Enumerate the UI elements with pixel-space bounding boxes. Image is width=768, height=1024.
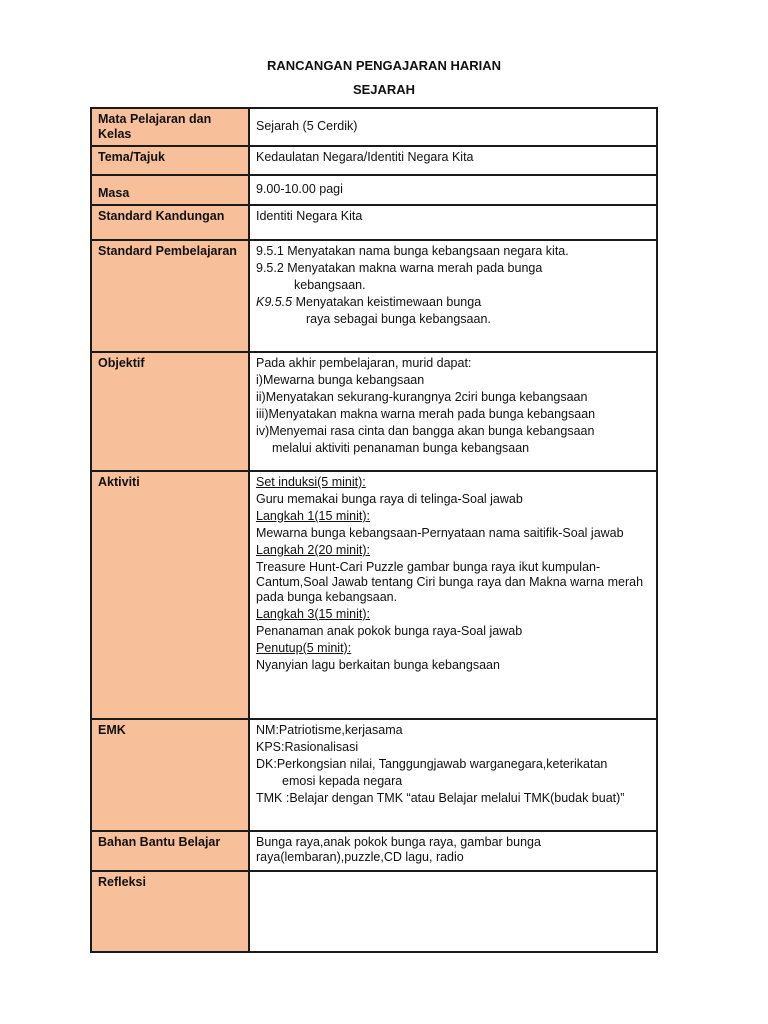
aktiviti-heading: Langkah 1(15 minit): xyxy=(256,509,370,523)
objektif-item: ii)Menyatakan sekurang-kurangnya 2ciri bunga kebangsaan xyxy=(256,390,588,404)
label-bahan: Bahan Bantu Belajar xyxy=(91,831,249,871)
emk-tmk: TMK :Belajar dengan TMK “atau Belajar melalui TMK(budak buat)” xyxy=(256,791,625,805)
label-tema: Tema/Tajuk xyxy=(91,146,249,175)
objektif-item: iii)Menyatakan makna warna merah pada bunga kebangsaan xyxy=(256,407,596,421)
row-tema xyxy=(91,146,657,175)
sp-line-2: 9.5.2 Menyatakan makna warna merah pada bunga xyxy=(256,261,543,275)
emk-dk: DK:Perkongsian nilai, Tanggungjawab warganegara,keterikatan xyxy=(256,757,608,771)
row-aktiviti xyxy=(91,471,657,719)
value-objektif xyxy=(249,352,657,471)
row-refleksi xyxy=(91,871,657,952)
label-objektif: Objektif xyxy=(91,352,249,471)
row-masa xyxy=(91,175,657,205)
emk-kps: KPS:Rasionalisasi xyxy=(256,740,359,754)
row-mata-pelajaran xyxy=(91,108,657,146)
sp-code: K9.5.5 xyxy=(256,295,293,309)
aktiviti-text: Penanaman anak pokok bunga raya-Soal jawab xyxy=(256,624,523,638)
label-mata-pelajaran: Mata Pelajaran dan Kelas xyxy=(91,108,249,146)
page-title: RANCANGAN PENGAJARAN HARIAN xyxy=(266,58,501,73)
emk-dk-cont: emosi kepada negara xyxy=(282,774,403,788)
sp-line-1: 9.5.1 Menyatakan nama bunga kebangsaan negara kita. xyxy=(256,244,569,258)
aktiviti-text: Mewarna bunga kebangsaan-Pernyataan nama saitifik-Soal jawab xyxy=(256,526,624,540)
aktiviti-text: Guru memakai bunga raya di telinga-Soal jawab xyxy=(256,492,523,506)
lesson-plan-table xyxy=(90,107,658,953)
value-mata-pelajaran: Sejarah (5 Cerdik) xyxy=(249,108,657,146)
value-emk xyxy=(249,719,657,831)
row-standard-pembelajaran xyxy=(91,240,657,352)
aktiviti-text: Treasure Hunt-Cari Puzzle gambar bunga raya ikut kumpulan-Cantum,Soal Jawab tentang Ciri bunga raya dan Makna warna merah pada bunga kebangsaan. xyxy=(256,560,644,604)
value-aktiviti xyxy=(249,471,657,719)
label-standard-kandungan: Standard Kandungan xyxy=(91,205,249,240)
objektif-intro: Pada akhir pembelajaran, murid dapat: xyxy=(256,356,472,370)
objektif-item-cont: melalui aktiviti penanaman bunga kebangsaan xyxy=(272,441,530,455)
aktiviti-heading: Penutup(5 minit): xyxy=(256,641,352,655)
row-objektif xyxy=(91,352,657,471)
aktiviti-heading: Langkah 2(20 minit): xyxy=(256,543,370,557)
emk-nm: NM:Patriotisme,kerjasama xyxy=(256,723,403,737)
value-standard-pembelajaran xyxy=(249,240,657,352)
sp-line-3-cont: raya sebagai bunga kebangsaan. xyxy=(306,312,491,326)
label-masa: Masa xyxy=(91,175,249,205)
page-subtitle: SEJARAH xyxy=(352,82,416,97)
row-standard-kandungan xyxy=(91,205,657,240)
objektif-item: i)Mewarna bunga kebangsaan xyxy=(256,373,425,387)
label-refleksi: Refleksi xyxy=(91,871,249,952)
row-bahan xyxy=(91,831,657,871)
sp-line-2-cont: kebangsaan. xyxy=(294,278,366,292)
value-tema: Kedaulatan Negara/Identiti Negara Kita xyxy=(249,146,657,175)
aktiviti-text: Nyanyian lagu berkaitan bunga kebangsaan xyxy=(256,658,500,672)
sp-line-3-text: Menyatakan keistimewaan bunga xyxy=(292,295,482,309)
aktiviti-heading: Langkah 3(15 minit): xyxy=(256,607,370,621)
value-masa: 9.00-10.00 pagi xyxy=(249,175,657,205)
aktiviti-heading: Set induksi(5 minit): xyxy=(256,475,366,489)
row-emk xyxy=(91,719,657,831)
label-emk: EMK xyxy=(91,719,249,831)
objektif-item: iv)Menyemai rasa cinta dan bangga akan bunga kebangsaan xyxy=(256,424,595,438)
value-refleksi xyxy=(249,871,657,952)
label-standard-pembelajaran: Standard Pembelajaran xyxy=(91,240,249,352)
value-bahan: Bunga raya,anak pokok bunga raya, gambar bunga raya(lembaran),puzzle,CD lagu, radio xyxy=(249,831,657,871)
value-standard-kandungan: Identiti Negara Kita xyxy=(249,205,657,240)
sp-line-3 xyxy=(256,295,650,310)
label-aktiviti: Aktiviti xyxy=(91,471,249,719)
